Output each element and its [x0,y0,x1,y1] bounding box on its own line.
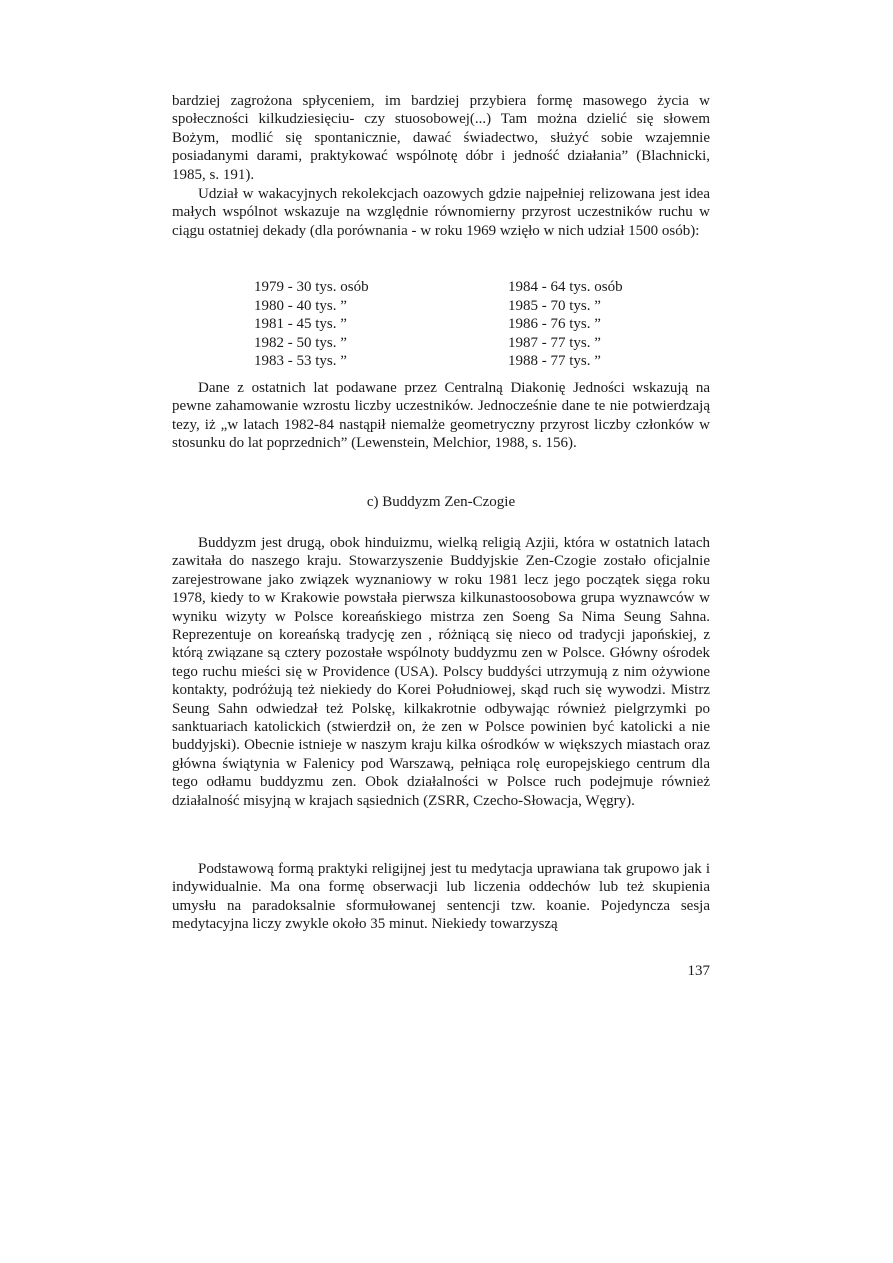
page-number: 137 [687,963,710,979]
paragraph-text: Dane z ostatnich lat podawane przez Centralną Diakonię Jedności wskazują na pewne zahamowanie wzrostu liczby uczestników. Jednocześnie dane te nie potwierdzają tezy, iż „w latach 1982-84 nastąpił niemalże geometryczny przyrost liczby członków w stosunku do lat poprzednich” (Lewenstein, Melchior, 1988, s. 156). [172,380,710,452]
paragraph-4 [172,534,710,810]
stat-row: 1985 - 70 tys. ” [508,297,601,314]
stat-row: 1979 - 30 tys. osób [254,279,369,295]
stat-row: 1987 - 77 tys. ” [508,334,601,351]
stat-row: 1982 - 50 tys. ” [254,334,347,351]
stat-row: 1986 - 76 tys. ” [508,316,601,333]
section-heading: c) Buddyzm Zen-Czogie [366,494,516,510]
stats-column-left [254,278,474,371]
paragraph-3 [172,379,710,453]
paragraph-5 [172,860,710,934]
stat-row: 1981 - 45 tys. ” [254,316,347,333]
stat-row: 1980 - 40 tys. ” [254,297,347,314]
paragraph-2 [172,185,710,240]
stats-column-right [508,278,708,371]
paragraph-text: Udział w wakacyjnych rekolekcjach oazowych gdzie najpełniej relizowana jest idea małych wspólnot wskazuje na względnie równomierny przyrost uczestników ruchu w ciągu ostatniej dekady (dla porównania - w roku 1969 wzięło w nich udział 1500 osób): [172,186,710,239]
paragraph-text: Podstawową formą praktyki religijnej jest tu medytacja uprawiana tak grupowo jak i indywidualnie. Ma ona formę obserwacji lub liczenia oddechów lub też skupienia umysłu na paradoksalnie sformułowanej sentencji tzw. koanie. Pojedyncza sesja medytacyjna liczy zwykle około 35 minut. Niekiedy towarzyszą [172,861,710,933]
stat-row: 1983 - 53 tys. ” [254,353,347,370]
paragraph-1 [172,92,710,184]
stat-row: 1984 - 64 tys. osób [508,279,623,295]
paragraph-text: bardziej zagrożona spłyceniem, im bardziej przybiera formę masowego życia w społeczności kilkudziesięciu- czy stuosobowej(...) Tam można dzielić się słowem Bożym, modlić się spontanicznie, dawać świadectwo, służyć sobie wzajemnie posiadanymi darami, praktykować wspólnotę dóbr i jedność działania” (Blachnicki, 1985, s. 191). [172,93,710,183]
stat-row: 1988 - 77 tys. ” [508,353,601,370]
paragraph-text: Buddyzm jest drugą, obok hinduizmu, wielką religią Azjii, która w ostatnich latach zawitała do naszego kraju. Stowarzyszenie Buddyjskie Zen-Czogie zostało oficjalnie zarejestrowane jako związek wyznaniowy w roku 1981 lecz jego początek sięga roku 1978, kiedy to w Krakowie powstała pierwsza kilkunastoosobowa grupa wyznawców w wyniku wizyty w Polsce koreańskiego mistrza zen Soeng Sa Nima Seung Sahna. Reprezentuje on koreańską tradycję zen , różniącą się nieco od tradycji japońskiej, z którą związane są cztery pozostałe wspólnoty buddyzmu zen w Polsce. Główny ośrodek tego ruchu mieści się w Providence (USA). Polscy buddyści utrzymują z nim ożywione kontakty, podróżują też niekiedy do Korei Południowej, skąd ruch się wywodzi. Mistrz Seung Sahn odwiedzał też Polskę, kilkakrotnie odbywając również pielgrzymki po sanktuariach katolickich (stwierdził on, że zen w Polsce powinien być katolicki a nie buddyjski). Obecnie istnieje w naszym kraju kilka ośrodków w większych miastach oraz główna świątynia w Falenicy pod Warszawą, pełniąca rolę europejskiego centrum dla tego odłamu buddyzmu zen. Obok działalności w Polsce ruch podejmuje również działalność misyjną w krajach sąsiednich (ZSRR, Czecho-Słowacja, Węgry). [172,535,710,809]
